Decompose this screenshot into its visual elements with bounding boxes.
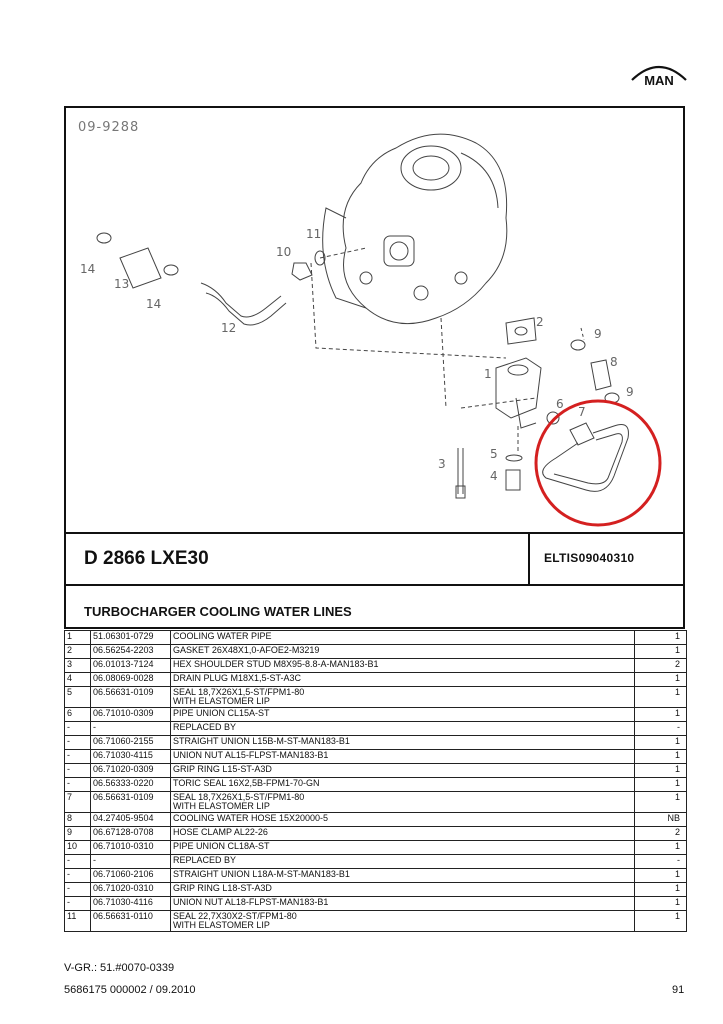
section-title: TURBOCHARGER COOLING WATER LINES bbox=[84, 604, 352, 619]
callout-4: 4 bbox=[490, 469, 498, 483]
parts-part-number: - bbox=[91, 722, 171, 736]
parts-description bbox=[171, 869, 635, 883]
parts-description-line: COOLING WATER PIPE bbox=[173, 631, 272, 641]
parts-position: 5 bbox=[65, 687, 91, 708]
callout-2: 2 bbox=[536, 315, 544, 329]
parts-description bbox=[171, 827, 635, 841]
parts-description-line: PIPE UNION CL15A-ST bbox=[173, 708, 270, 718]
parts-position: 2 bbox=[65, 645, 91, 659]
engine-model: D 2866 LXE30 bbox=[84, 548, 209, 569]
parts-part-number: 06.56631-0109 bbox=[91, 687, 171, 708]
parts-description bbox=[171, 673, 635, 687]
callout-14b: 14 bbox=[146, 297, 162, 311]
parts-part-number: 06.71060-2106 bbox=[91, 869, 171, 883]
parts-description-line: GASKET 26X48X1,0-AFOE2-M3219 bbox=[173, 645, 320, 655]
parts-position: 7 bbox=[65, 792, 91, 813]
parts-row bbox=[65, 631, 687, 645]
parts-quantity: 1 bbox=[635, 841, 687, 855]
parts-row bbox=[65, 687, 687, 708]
parts-position: - bbox=[65, 897, 91, 911]
parts-part-number: 06.71020-0310 bbox=[91, 883, 171, 897]
parts-quantity: 1 bbox=[635, 708, 687, 722]
parts-description-line: DRAIN PLUG M18X1,5-ST-A3C bbox=[173, 673, 302, 683]
parts-row bbox=[65, 778, 687, 792]
parts-row bbox=[65, 750, 687, 764]
parts-description bbox=[171, 897, 635, 911]
parts-row bbox=[65, 841, 687, 855]
exploded-view-drawing bbox=[66, 108, 683, 532]
parts-description-line: STRAIGHT UNION L18A-M-ST-MAN183-B1 bbox=[173, 869, 350, 879]
parts-description-line: WITH ELASTOMER LIP bbox=[173, 696, 270, 706]
parts-quantity: NB bbox=[635, 813, 687, 827]
parts-quantity: 1 bbox=[635, 673, 687, 687]
parts-quantity: 1 bbox=[635, 778, 687, 792]
parts-description bbox=[171, 659, 635, 673]
parts-part-number: 06.71060-2155 bbox=[91, 736, 171, 750]
parts-quantity: - bbox=[635, 722, 687, 736]
parts-description-line: COOLING WATER HOSE 15X20000-5 bbox=[173, 813, 329, 823]
parts-part-number: 06.71010-0309 bbox=[91, 708, 171, 722]
callout-13: 13 bbox=[114, 277, 130, 291]
parts-description bbox=[171, 722, 635, 736]
parts-part-number: 04.27405-9504 bbox=[91, 813, 171, 827]
parts-quantity: 1 bbox=[635, 792, 687, 813]
title-divider bbox=[528, 534, 530, 584]
parts-position: - bbox=[65, 736, 91, 750]
svg-text:MAN: MAN bbox=[644, 73, 674, 88]
callout-7: 7 bbox=[578, 405, 586, 419]
callout-10: 10 bbox=[276, 245, 292, 259]
parts-row bbox=[65, 792, 687, 813]
parts-description bbox=[171, 911, 635, 932]
parts-position: 1 bbox=[65, 631, 91, 645]
parts-description-line: UNION NUT AL18-FLPST-MAN183-B1 bbox=[173, 897, 329, 907]
parts-quantity: 2 bbox=[635, 659, 687, 673]
parts-description-line: STRAIGHT UNION L15B-M-ST-MAN183-B1 bbox=[173, 736, 350, 746]
parts-row bbox=[65, 883, 687, 897]
parts-row bbox=[65, 764, 687, 778]
parts-description bbox=[171, 631, 635, 645]
parts-part-number: 06.67128-0708 bbox=[91, 827, 171, 841]
document-code: ELTIS09040310 bbox=[544, 551, 635, 565]
parts-row bbox=[65, 911, 687, 932]
parts-part-number: - bbox=[91, 855, 171, 869]
parts-row bbox=[65, 869, 687, 883]
parts-position: - bbox=[65, 855, 91, 869]
parts-description-line: SEAL 18,7X26X1,5-ST/FPM1-80 bbox=[173, 687, 305, 697]
parts-description-line: REPLACED BY bbox=[173, 722, 237, 732]
parts-description-line: HEX SHOULDER STUD M8X95-8.8-A-MAN183-B1 bbox=[173, 659, 379, 669]
parts-position: 3 bbox=[65, 659, 91, 673]
parts-position: - bbox=[65, 750, 91, 764]
footer-document-number: 5686175 000002 / 09.2010 bbox=[64, 984, 196, 996]
parts-row bbox=[65, 722, 687, 736]
parts-part-number: 06.71010-0310 bbox=[91, 841, 171, 855]
parts-description bbox=[171, 645, 635, 659]
parts-row bbox=[65, 659, 687, 673]
parts-quantity: - bbox=[635, 855, 687, 869]
parts-quantity: 1 bbox=[635, 631, 687, 645]
parts-description bbox=[171, 764, 635, 778]
parts-description bbox=[171, 841, 635, 855]
callout-9a: 9 bbox=[594, 327, 602, 341]
parts-part-number: 06.71020-0309 bbox=[91, 764, 171, 778]
page-number: 91 bbox=[672, 984, 685, 996]
parts-position: - bbox=[65, 778, 91, 792]
highlight-circle bbox=[536, 401, 660, 525]
parts-part-number: 06.08069-0028 bbox=[91, 673, 171, 687]
parts-position: - bbox=[65, 869, 91, 883]
parts-part-number: 06.71030-4115 bbox=[91, 750, 171, 764]
parts-quantity: 1 bbox=[635, 645, 687, 659]
parts-description-line: GRIP RING L18-ST-A3D bbox=[173, 883, 272, 893]
callout-5: 5 bbox=[490, 447, 498, 461]
parts-position: 8 bbox=[65, 813, 91, 827]
parts-description-line: GRIP RING L15-ST-A3D bbox=[173, 764, 272, 774]
parts-row bbox=[65, 708, 687, 722]
section-row bbox=[66, 584, 683, 627]
parts-position: 10 bbox=[65, 841, 91, 855]
parts-part-number: 06.71030-4116 bbox=[91, 897, 171, 911]
callout-14a: 14 bbox=[80, 262, 96, 276]
parts-description bbox=[171, 736, 635, 750]
callout-9b: 9 bbox=[626, 385, 634, 399]
parts-part-number: 06.01013-7124 bbox=[91, 659, 171, 673]
parts-position: 11 bbox=[65, 911, 91, 932]
parts-position: - bbox=[65, 883, 91, 897]
parts-description-line: TORIC SEAL 16X2,5B-FPM1-70-GN bbox=[173, 778, 320, 788]
parts-position: 9 bbox=[65, 827, 91, 841]
callout-11: 11 bbox=[306, 227, 322, 241]
parts-description-line: PIPE UNION CL18A-ST bbox=[173, 841, 270, 851]
parts-description bbox=[171, 792, 635, 813]
parts-description bbox=[171, 883, 635, 897]
parts-quantity: 1 bbox=[635, 883, 687, 897]
parts-description-line: SEAL 22,7X30X2-ST/FPM1-80 bbox=[173, 911, 297, 921]
parts-quantity: 1 bbox=[635, 897, 687, 911]
callout-12: 12 bbox=[221, 321, 237, 335]
parts-sheet-frame bbox=[64, 106, 685, 629]
callout-6: 6 bbox=[556, 397, 564, 411]
parts-row bbox=[65, 736, 687, 750]
parts-row bbox=[65, 855, 687, 869]
drawing-number: 09-9288 bbox=[78, 120, 140, 135]
parts-part-number: 06.56631-0109 bbox=[91, 792, 171, 813]
parts-description bbox=[171, 813, 635, 827]
parts-quantity: 1 bbox=[635, 869, 687, 883]
callout-3: 3 bbox=[438, 457, 446, 471]
parts-row bbox=[65, 827, 687, 841]
parts-part-number: 06.56631-0110 bbox=[91, 911, 171, 932]
parts-quantity: 1 bbox=[635, 687, 687, 708]
parts-table bbox=[64, 630, 687, 932]
parts-description-line: WITH ELASTOMER LIP bbox=[173, 801, 270, 811]
parts-part-number: 06.56254-2203 bbox=[91, 645, 171, 659]
parts-part-number: 51.06301-0729 bbox=[91, 631, 171, 645]
parts-description bbox=[171, 687, 635, 708]
parts-description-line: WITH ELASTOMER LIP bbox=[173, 920, 270, 930]
parts-description-line: SEAL 18,7X26X1,5-ST/FPM1-80 bbox=[173, 792, 305, 802]
parts-quantity: 1 bbox=[635, 911, 687, 932]
parts-row bbox=[65, 673, 687, 687]
parts-position: - bbox=[65, 722, 91, 736]
parts-quantity: 1 bbox=[635, 750, 687, 764]
parts-description-line: UNION NUT AL15-FLPST-MAN183-B1 bbox=[173, 750, 329, 760]
parts-description bbox=[171, 750, 635, 764]
parts-position: 6 bbox=[65, 708, 91, 722]
parts-description bbox=[171, 708, 635, 722]
parts-description-line: REPLACED BY bbox=[173, 855, 237, 865]
parts-description-line: HOSE CLAMP AL22-26 bbox=[173, 827, 268, 837]
parts-description bbox=[171, 855, 635, 869]
parts-part-number: 06.56333-0220 bbox=[91, 778, 171, 792]
parts-position: 4 bbox=[65, 673, 91, 687]
parts-quantity: 1 bbox=[635, 736, 687, 750]
parts-row bbox=[65, 897, 687, 911]
vgr-reference: V-GR.: 51.#0070-0339 bbox=[64, 962, 175, 974]
title-row bbox=[66, 532, 683, 584]
parts-position: - bbox=[65, 764, 91, 778]
parts-quantity: 1 bbox=[635, 764, 687, 778]
parts-quantity: 2 bbox=[635, 827, 687, 841]
parts-row bbox=[65, 813, 687, 827]
parts-description bbox=[171, 778, 635, 792]
callout-8: 8 bbox=[610, 355, 618, 369]
parts-table-body bbox=[65, 631, 687, 932]
callout-1: 1 bbox=[484, 367, 492, 381]
parts-row bbox=[65, 645, 687, 659]
man-logo bbox=[628, 58, 690, 90]
